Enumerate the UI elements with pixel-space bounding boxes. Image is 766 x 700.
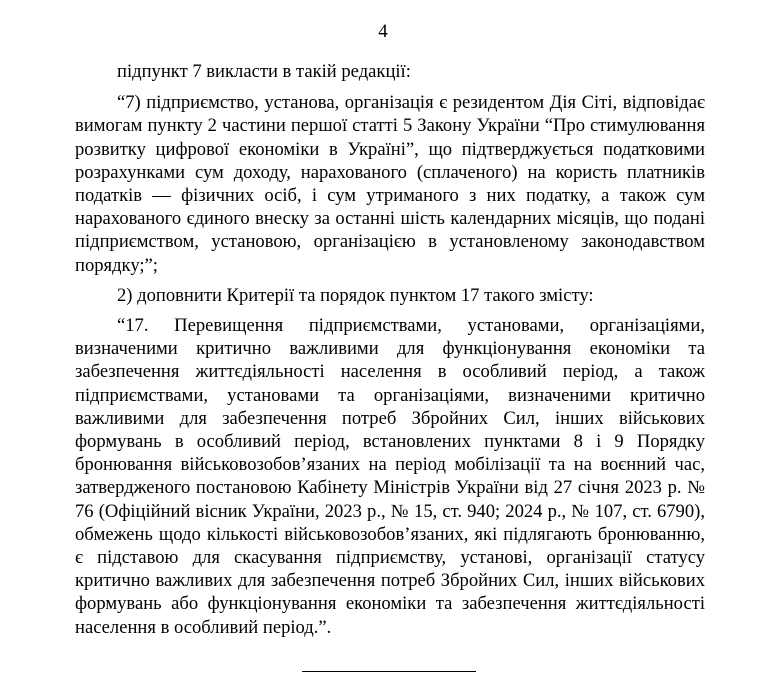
intro-paragraph: підпункт 7 викласти в такій редакції: [117, 61, 411, 82]
quoted-item-7-paragraph: “7) підприємство, установа, організація є резидентом Дія Сіті, відповідає вимогам пункту 2 частини першої статті 5 Закону України “Про стимулювання розвитку цифрової економіки в Україні”, що підтверджується податковими розрахунками сум доходу, нарахованого (сплаченого) на користь платників податків — фізичних осіб, і сум утриманого з них податку, а також сум нарахованого єдиного внеску за останні шість календарних місяців, що подані підприємством, установою, організацією в установленому законодавством порядку;”; [75, 92, 705, 276]
quoted-item-17-paragraph: “17. Перевищення підприємствами, установами, організаціями, визначеними критично важливими для функціонування економіки та забезпечення життєдіяльності населення в особливий період, а також підприємствами, установами та організаціями, визначеними критично важливими для забезпечення потреб Збройних Сил, інших військових формувань в особливий період, встановлених пунктами 8 і 9 Порядку бронювання військовозобов’язаних на період мобілізації та на воєнний час, затвердженого постановою Кабінету Міністрів України від 27 січня 2023 р. № 76 (Офіційний вісник України, 2023 р., № 15, ст. 940; 2024 р., № 107, ст. 6790), обмежень щодо кількості військовозобов’язаних, які підлягають бронюванню, є підставою для скасування підприємству, установі, організації статусу критично важливих для забезпечення потреб Збройних Сил, інших військових формувань або функціонування економіки та забезпечення життєдіяльності населення в особливий період.”. [75, 315, 705, 638]
closing-rule [302, 671, 476, 672]
page-number: 4 [378, 21, 388, 42]
document-body [75, 60, 705, 639]
item-2-paragraph: 2) доповнити Критерії та порядок пунктом 17 такого змісту: [117, 284, 594, 306]
